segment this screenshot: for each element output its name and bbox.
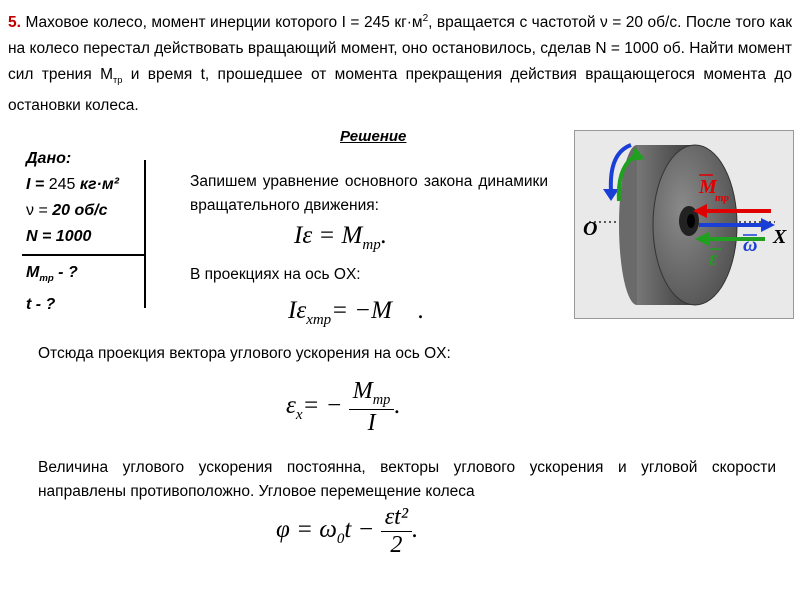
solution-title: Решение xyxy=(340,128,407,145)
problem-sub: тр xyxy=(112,75,123,86)
label-omega: ω xyxy=(743,234,758,256)
label-m: M xyxy=(699,176,717,198)
problem-statement xyxy=(8,10,792,119)
find-moment: $M_{тр}$ - ? xyxy=(26,264,78,285)
given-horizontal-line xyxy=(22,254,144,256)
solution-paragraph-1: Запишем уравнение основного закона динамики вращательного движения: xyxy=(190,173,548,214)
problem-text-1: Маховое колесо, момент инерции которого I = 245 кг·м xyxy=(25,14,423,31)
problem-number: 5. xyxy=(8,14,21,31)
equation-1: $I\varepsilon = M_{тр}$. xyxy=(294,222,387,253)
label-epsilon: ε xyxy=(709,248,718,270)
equation-2: $I\varepsilon_{xтр}= -M$ . xyxy=(288,297,425,328)
label-m-sub: тр xyxy=(715,192,730,204)
label-x: X xyxy=(773,226,787,248)
given-revolutions: N = 1000 xyxy=(26,228,92,245)
equation-3: $\varepsilon_x=$ − $\frac{M_{тр}}{I}$ . xyxy=(286,378,401,436)
label-o: O xyxy=(583,218,598,240)
given-title: Дано: xyxy=(26,150,72,167)
given-frequency: ν = 20 об/с xyxy=(26,202,108,219)
equation-4: $\varphi = \omega_0t$ − $\frac{\text{εt²}}{2}$ . xyxy=(276,504,419,558)
problem-text-2: , вращается с частотой ν = 20 об/с. После того как на колесо перестал действовать вращающий момент, оно остановилось, сделав N = 1000 об. Найти момент сил трения M xyxy=(8,14,793,83)
flywheel-figure xyxy=(574,130,794,319)
given-block xyxy=(26,146,119,318)
find-time: t - ? xyxy=(26,296,56,314)
solution-paragraph-2: В проекциях на ось OX: xyxy=(190,266,361,283)
solution-paragraph-4: Величина углового ускорения постоянна, векторы углового ускорения и угловой скорости направлены противоположно. Угловое перемещение колеса xyxy=(38,459,776,500)
solution-paragraph-3: Отсюда проекция вектора углового ускорения на ось OX: xyxy=(38,345,451,362)
given-inertia: I = 245 кг·м² xyxy=(26,176,119,193)
flywheel-diagram xyxy=(575,131,793,318)
problem-text-3: и время t, прошедшее от момента прекращения действия вращающегося момента до остановки колеса. xyxy=(8,66,792,115)
problem-sup: 2 xyxy=(422,12,429,24)
given-vertical-line xyxy=(144,160,146,308)
